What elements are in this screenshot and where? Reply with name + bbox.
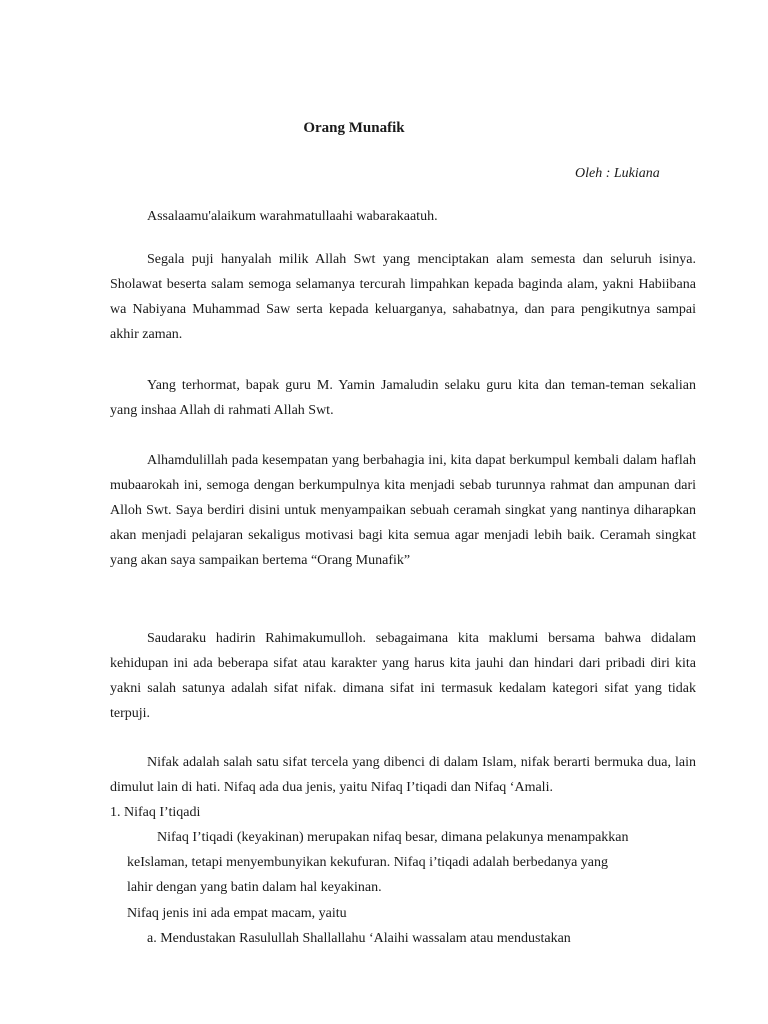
paragraph-nifak-definition: Nifak adalah salah satu sifat tercela yang dibenci di dalam Islam, nifak berarti bermuka dua, lain dimulut lain di hati. Nifaq ada dua jenis, yaitu Nifaq I’tiqadi dan Nifaq ‘Amali.: [110, 755, 696, 795]
list-text-line: lahir dengan yang batin dalam hal keyakinan.: [127, 880, 382, 895]
author-line: Oleh : Lukiana: [575, 166, 660, 181]
paragraph-nifak-context: Saudaraku hadirin Rahimakumulloh. sebagaimana kita maklumi bersama bahwa didalam kehidupan ini ada beberapa sifat atau karakter yang harus kita jauhi dan hindari dari pribadi diri kita yakni salah satunya adalah sifat nifak. dimana sifat ini termasuk kedalam kategori sifat yang tidak terpuji.: [110, 631, 696, 721]
list-text-line: keIslaman, tetapi menyembunyikan kekufuran. Nifaq i’tiqadi adalah berbedanya yang: [127, 855, 609, 870]
document-title: Orang Munafik: [303, 120, 405, 136]
paragraph-opening: Segala puji hanyalah milik Allah Swt yang menciptakan alam semesta dan seluruh isinya. Sholawat beserta salam semoga selamanya tercurah limpahkan kepada baginda alam, yakni Habiibana wa Nabiyana Muhammad Saw serta kepada keluarganya, sahabatnya, dan para pengikutnya sampai akhir zaman.: [110, 252, 696, 342]
paragraph-address: Yang terhormat, bapak guru M. Yamin Jamaludin selaku guru kita dan teman-teman sekalian yang inshaa Allah di rahmati Allah Swt.: [110, 378, 696, 418]
greeting: Assalaamu'alaikum warahmatullaahi wabarakaatuh.: [147, 209, 438, 224]
list-text-line: Nifaq I’tiqadi (keyakinan) merupakan nifaq besar, dimana pelakunya menampakkan: [157, 830, 629, 845]
paragraph-introduction: Alhamdulillah pada kesempatan yang berbahagia ini, kita dapat berkumpul kembali dalam haflah mubaarokah ini, semoga dengan berkumpulnya kita menjadi sebab turunnya rahmat dan ampunan dari Alloh Swt. Saya berdiri disini untuk menyampaikan sebuah ceramah singkat yang nantinya diharapkan akan menjadi pelajaran sekaligus motivasi bagi kita semua agar menjadi lebih baik. Ceramah singkat yang akan saya sampaikan bertema “Orang Munafik”: [110, 453, 696, 568]
list-item-a: a. Mendustakan Rasulullah Shallallahu ‘Alaihi wassalam atau mendustakan: [147, 931, 571, 946]
list-heading: 1. Nifaq I’tiqadi: [110, 805, 201, 820]
list-text-line: Nifaq jenis ini ada empat macam, yaitu: [127, 906, 347, 921]
